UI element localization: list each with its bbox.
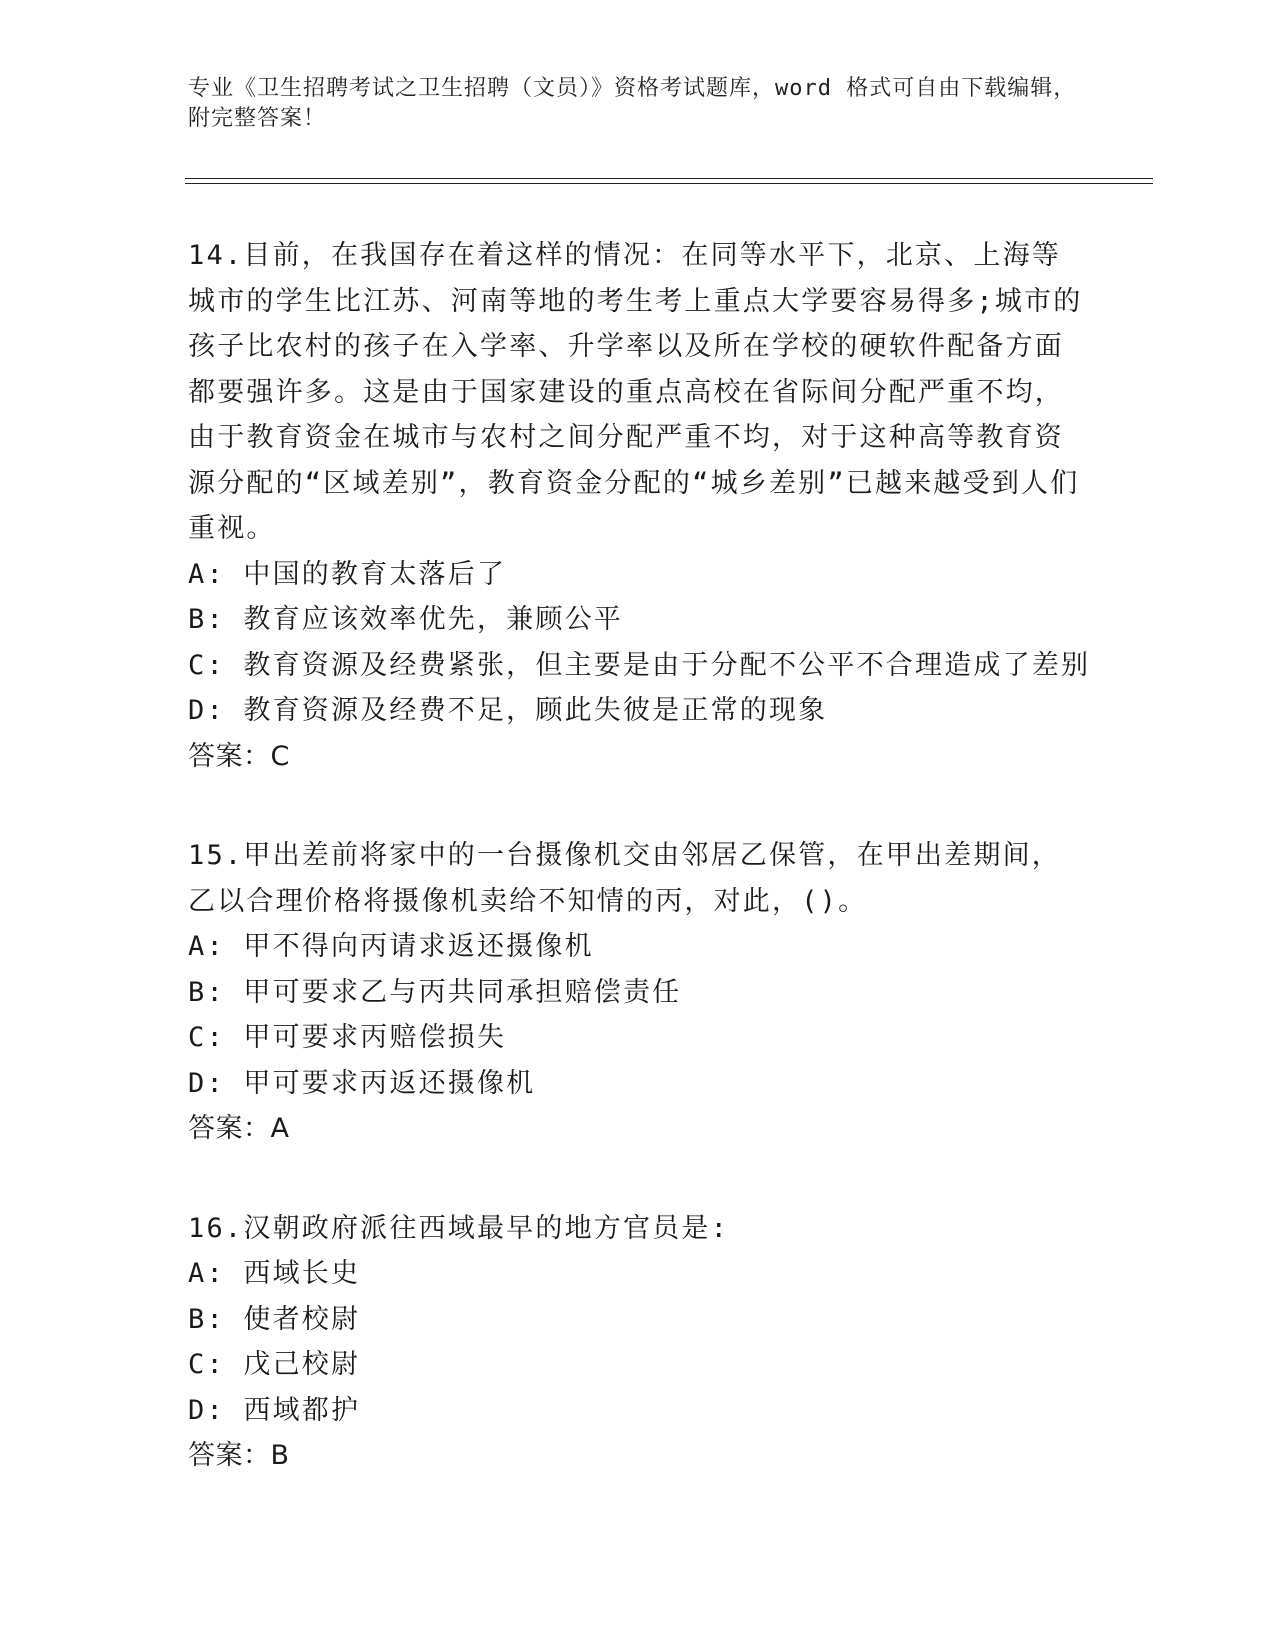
question-15 — [188, 833, 1088, 1152]
option-d: D: 教育资源及经费不足，顾此失彼是正常的现象 — [188, 695, 828, 726]
option-b: B: 教育应该效率优先，兼顾公平 — [188, 604, 623, 635]
option-a: A: 中国的教育太落后了 — [188, 558, 507, 590]
option-b: B: 甲可要求乙与丙共同承担赔偿责任 — [188, 976, 682, 1008]
answer-line: 答案：C — [188, 740, 290, 772]
option-a: A: 西域长史 — [188, 1258, 361, 1289]
question-14 — [188, 233, 1091, 779]
question-list — [188, 233, 1091, 1533]
answer-line: 答案：B — [188, 1440, 290, 1471]
document-header: 专业《卫生招聘考试之卫生招聘（文员）》资格考试题库，word 格式可自由下载编辑，附完整答案！ — [188, 76, 1077, 131]
header-rule-bottom — [185, 183, 1153, 184]
option-c: C: 甲可要求丙赔偿损失 — [188, 1022, 507, 1053]
answer-line: 答案：A — [188, 1113, 290, 1144]
option-c: C: 戊己校尉 — [188, 1349, 361, 1380]
option-d: D: 西域都护 — [188, 1394, 361, 1426]
question-stem: 16.汉朝政府派往西域最早的地方官员是: — [188, 1212, 730, 1244]
option-a: A: 甲不得向丙请求返还摄像机 — [188, 931, 594, 962]
option-b: B: 使者校尉 — [188, 1303, 361, 1335]
option-d: D: 甲可要求丙返还摄像机 — [188, 1067, 536, 1099]
question-stem: 14.目前，在我国存在着这样的情况：在同等水平下，北京、上海等城市的学生比江苏、河南等地的考生考上重点大学要容易得多;城市的孩子比农村的孩子在入学率、升学率以及所在学校的硬软件配备方面都要强许多。这是由于国家建设的重点高校在省际间分配严重不均，由于教育资金在城市与农村之间分配严重不均，对于这种高等教育资源分配的“区域差别”，教育资金分配的“城乡差别”已越来越受到人们重视。 — [188, 240, 1083, 544]
question-stem: 15.甲出差前将家中的一台摄像机交由邻居乙保管，在甲出差期间，乙以合理价格将摄像机卖给不知情的丙，对此，()。 — [188, 840, 1061, 917]
header-rule-top — [185, 178, 1153, 179]
option-c: C: 教育资源及经费紧张，但主要是由于分配不公平不合理造成了差别 — [188, 649, 1091, 681]
question-16 — [188, 1206, 1088, 1479]
